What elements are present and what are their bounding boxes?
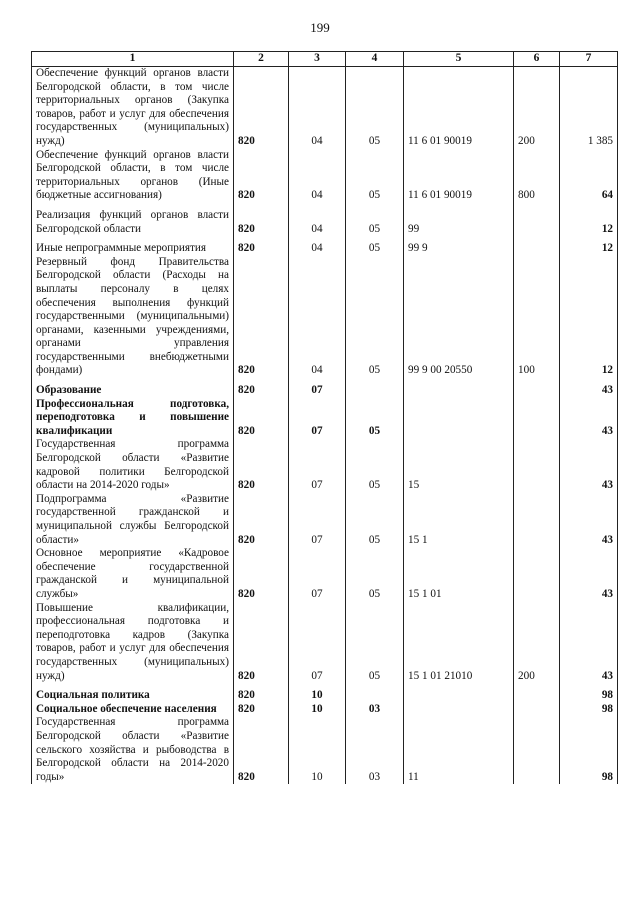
row-description: Обеспечение функций органов власти Белгородской области, в том числе территориальных органов (Иные бюджетные ассигнования) [32,149,234,203]
cell-ministry: 820 [234,716,289,784]
cell-subsection: 05 [346,602,404,684]
cell-section: 07 [289,398,346,439]
cell-section: 07 [289,547,346,601]
cell-amount: 12 [560,209,618,236]
cell-amount: 12 [560,242,618,256]
cell-section: 04 [289,149,346,203]
cell-expense-type: 200 [514,602,560,684]
cell-ministry: 820 [234,493,289,547]
cell-amount: 43 [560,493,618,547]
cell-section: 04 [289,209,346,236]
row-description: Подпрограмма «Развитие государственной гражданской и муниципальной службы Белгородской области» [32,493,234,547]
header-col-6: 6 [514,52,560,67]
row-description: Обеспечение функций органов власти Белгородской области, в том числе территориальных органов (Закупка товаров, работ и услуг для обеспечения государственных (муниципальных) нужд) [32,67,234,149]
row-description: Иные непрограммные мероприятия [32,242,234,256]
cell-ministry: 820 [234,398,289,439]
table-row [32,384,618,398]
cell-subsection: 03 [346,716,404,784]
cell-section: 10 [289,703,346,717]
cell-section: 10 [289,716,346,784]
cell-ministry: 820 [234,209,289,236]
cell-section: 04 [289,242,346,256]
cell-subsection [346,384,404,398]
cell-section: 04 [289,256,346,378]
cell-target-article [404,689,514,703]
cell-target-article: 15 1 01 [404,547,514,601]
table-row [32,149,618,203]
cell-ministry: 820 [234,689,289,703]
table-row [32,242,618,256]
cell-target-article [404,398,514,439]
table-row [32,703,618,717]
header-col-1: 1 [32,52,234,67]
cell-amount: 43 [560,398,618,439]
row-description: Образование [32,384,234,398]
cell-target-article [404,703,514,717]
cell-target-article: 15 [404,438,514,492]
header-col-7: 7 [560,52,618,67]
cell-subsection: 05 [346,547,404,601]
cell-expense-type [514,438,560,492]
cell-ministry: 820 [234,438,289,492]
cell-amount: 43 [560,547,618,601]
cell-subsection: 05 [346,242,404,256]
cell-ministry: 820 [234,384,289,398]
cell-subsection: 05 [346,209,404,236]
cell-amount: 43 [560,384,618,398]
row-description: Резервный фонд Правительства Белгородской области (Расходы на выплаты персоналу в целях обеспечения выполнения функций государственными (муниципальными) органами, казенными учреждениями, органами управления государственными внебюджетными фондами) [32,256,234,378]
cell-ministry: 820 [234,547,289,601]
cell-subsection: 05 [346,256,404,378]
cell-amount: 98 [560,689,618,703]
cell-subsection: 05 [346,493,404,547]
header-col-5: 5 [404,52,514,67]
page-number: 199 [310,20,330,35]
table-row [32,547,618,601]
cell-section: 10 [289,689,346,703]
row-description: Повышение квалификации, профессиональная подготовка и переподготовка кадров (Закупка товаров, работ и услуг для обеспечения государственных (муниципальных) нужд) [32,602,234,684]
cell-target-article: 99 9 [404,242,514,256]
row-description: Социальная политика [32,689,234,703]
cell-subsection [346,689,404,703]
table-header-row [32,52,618,67]
row-description: Профессиональная подготовка, переподготовка и повышение квалификации [32,398,234,439]
cell-subsection: 03 [346,703,404,717]
cell-target-article: 99 [404,209,514,236]
cell-amount: 98 [560,703,618,717]
cell-target-article: 99 9 00 20550 [404,256,514,378]
cell-amount: 43 [560,438,618,492]
header-col-2: 2 [234,52,289,67]
header-col-4: 4 [346,52,404,67]
cell-expense-type: 800 [514,149,560,203]
table-row [32,256,618,378]
row-description: Государственная программа Белгородской области «Развитие кадровой политики Белгородской области на 2014-2020 годы» [32,438,234,492]
row-description: Реализация функций органов власти Белгородской области [32,209,234,236]
cell-ministry: 820 [234,602,289,684]
cell-expense-type [514,398,560,439]
row-description: Государственная программа Белгородской области «Развитие сельского хозяйства и рыбоводства в Белгородской области на 2014-2020 годы» [32,716,234,784]
budget-table [31,51,618,784]
cell-expense-type: 200 [514,67,560,149]
cell-expense-type [514,689,560,703]
cell-target-article: 11 6 01 90019 [404,67,514,149]
cell-expense-type [514,242,560,256]
cell-ministry: 820 [234,703,289,717]
table-row [32,716,618,784]
cell-expense-type [514,547,560,601]
cell-section: 07 [289,493,346,547]
cell-ministry: 820 [234,242,289,256]
cell-section: 07 [289,384,346,398]
cell-section: 04 [289,67,346,149]
header-col-3: 3 [289,52,346,67]
table-row [32,398,618,439]
cell-ministry: 820 [234,256,289,378]
cell-expense-type [514,384,560,398]
cell-section: 07 [289,438,346,492]
cell-subsection: 05 [346,149,404,203]
cell-expense-type [514,716,560,784]
cell-expense-type: 100 [514,256,560,378]
cell-target-article [404,384,514,398]
cell-expense-type [514,703,560,717]
cell-amount: 64 [560,149,618,203]
table-row [32,493,618,547]
cell-ministry: 820 [234,149,289,203]
cell-subsection: 05 [346,398,404,439]
table-row [32,438,618,492]
cell-amount: 98 [560,716,618,784]
cell-expense-type [514,209,560,236]
cell-amount: 43 [560,602,618,684]
cell-section: 07 [289,602,346,684]
table-row [32,689,618,703]
cell-target-article: 15 1 [404,493,514,547]
cell-expense-type [514,493,560,547]
table-row [32,602,618,684]
cell-ministry: 820 [234,67,289,149]
cell-amount: 1 385 [560,67,618,149]
table-row [32,67,618,149]
cell-target-article: 11 [404,716,514,784]
cell-subsection: 05 [346,67,404,149]
cell-target-article: 15 1 01 21010 [404,602,514,684]
table-row [32,209,618,236]
cell-amount: 12 [560,256,618,378]
row-description: Основное мероприятие «Кадровое обеспечение государственной гражданской и муниципальной службы» [32,547,234,601]
cell-target-article: 11 6 01 90019 [404,149,514,203]
row-description: Социальное обеспечение населения [32,703,234,717]
cell-subsection: 05 [346,438,404,492]
